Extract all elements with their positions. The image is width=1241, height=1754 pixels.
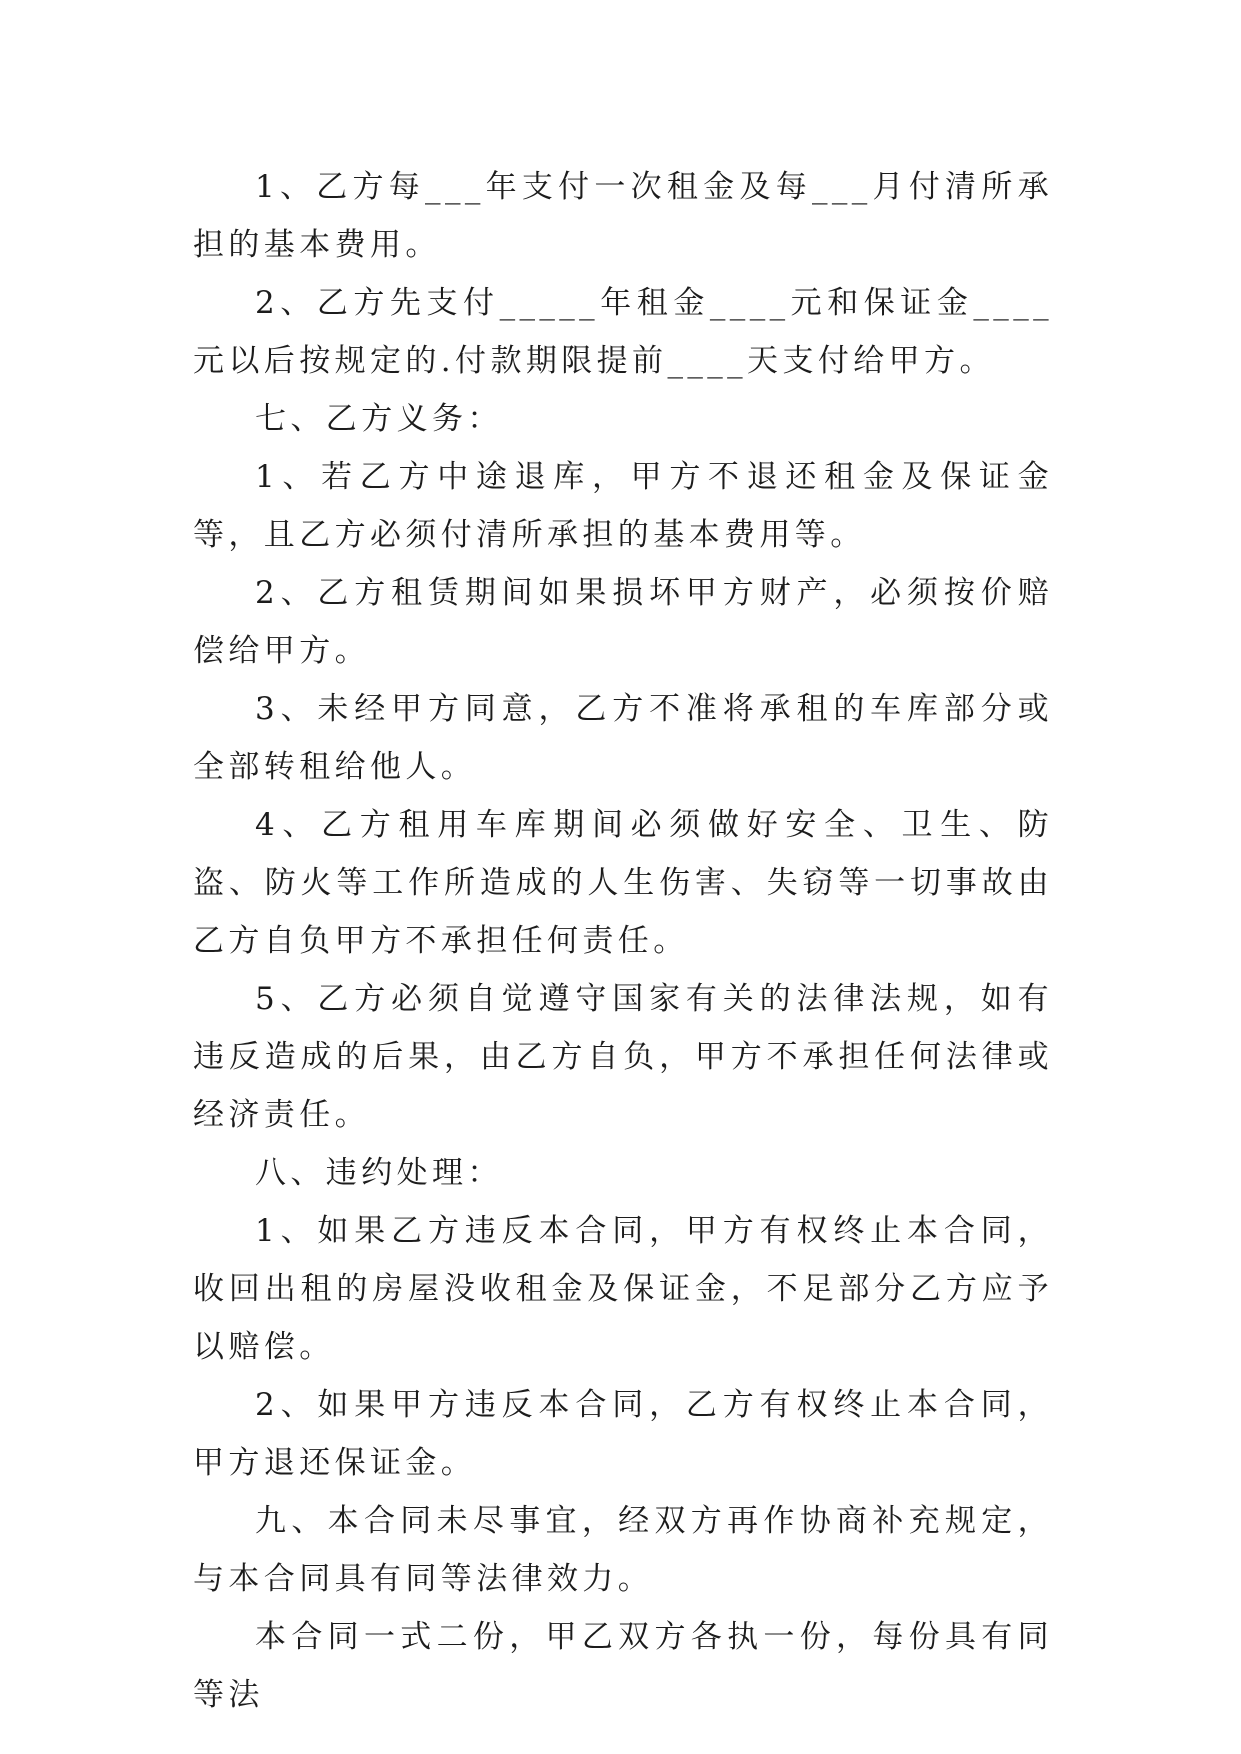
paragraph-payment-2: 2、乙方先支付_____年租金____元和保证金____元以后按规定的.付款期限提前____天支付给甲方。 [193,285,1053,379]
paragraph-obligation-1: 1、若乙方中途退库，甲方不退还租金及保证金等，且乙方必须付清所承担的基本费用等。 [193,459,1053,553]
paragraph-supplement: 九、本合同未尽事宜，经双方再作协商补充规定，与本合同具有同等法律效力。 [193,1503,1053,1597]
paragraph-breach-1: 1、如果乙方违反本合同，甲方有权终止本合同，收回出租的房屋没收租金及保证金，不足部分乙方应予以赔偿。 [193,1213,1053,1365]
section-heading-obligations: 七、乙方义务： [255,401,503,437]
section-heading-breach: 八、违约处理： [255,1155,503,1191]
paragraph-copies: 本合同一式二份，甲乙双方各执一份，每份具有同等法 [193,1619,1053,1713]
paragraph-obligation-4: 4、乙方租用车库期间必须做好安全、卫生、防盗、防火等工作所造成的人生伤害、失窃等一切事故由乙方自负甲方不承担任何责任。 [193,807,1053,959]
paragraph-obligation-2: 2、乙方租赁期间如果损坏甲方财产，必须按价赔偿给甲方。 [193,575,1053,669]
paragraph-obligation-3: 3、未经甲方同意，乙方不准将承租的车库部分或全部转租给他人。 [193,691,1053,785]
paragraph-breach-2: 2、如果甲方违反本合同，乙方有权终止本合同，甲方退还保证金。 [193,1387,1053,1481]
document-body [193,158,1053,1724]
paragraph-obligation-5: 5、乙方必须自觉遵守国家有关的法律法规，如有违反造成的后果，由乙方自负，甲方不承担任何法律或经济责任。 [193,981,1053,1133]
paragraph-payment-1: 1、乙方每___年支付一次租金及每___月付清所承担的基本费用。 [193,169,1053,263]
